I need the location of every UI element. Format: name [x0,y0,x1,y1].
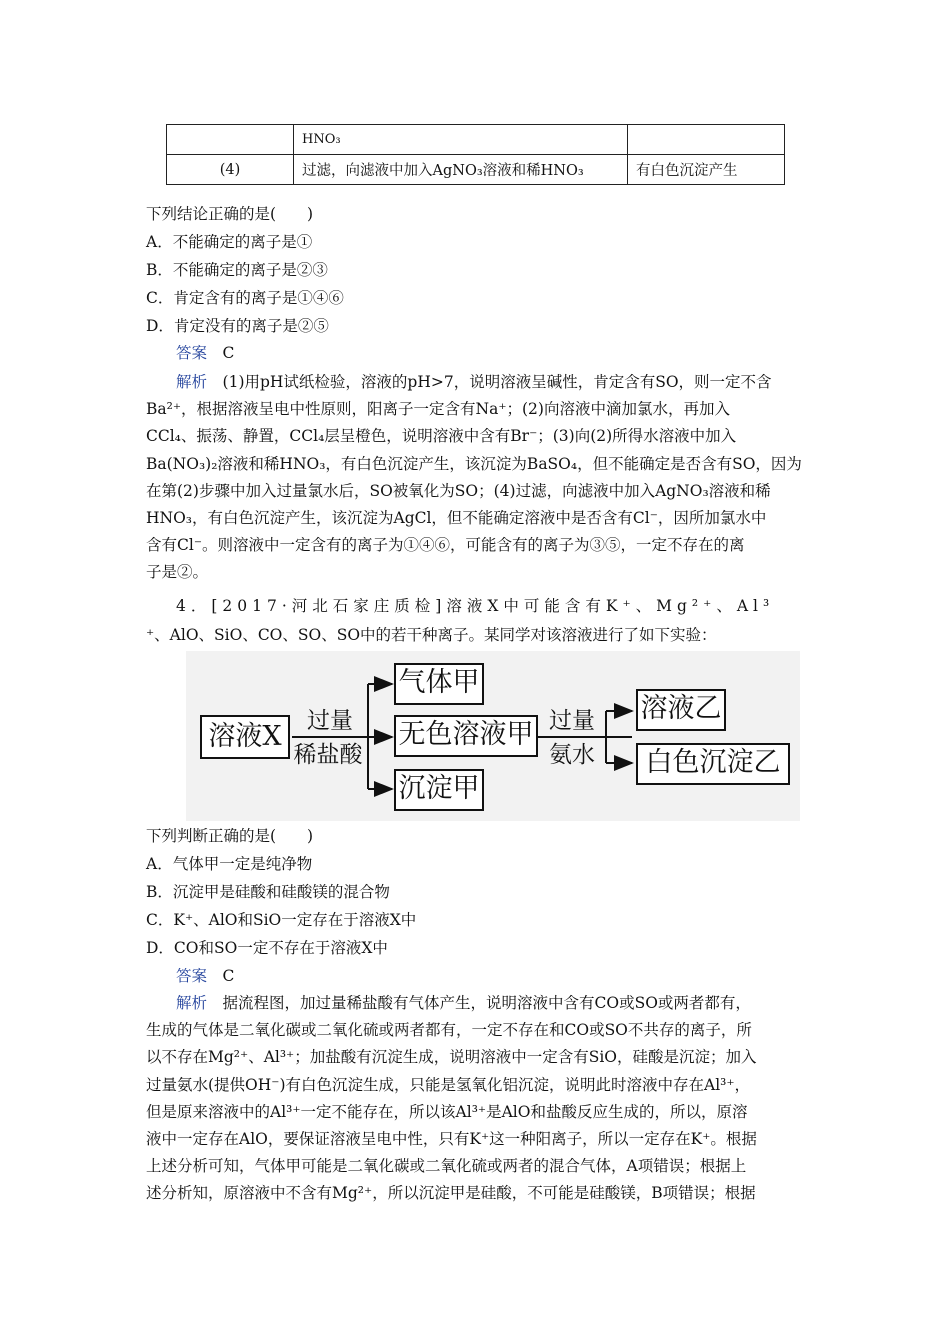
analysis-label: 解析 [176,373,208,391]
stem-line: ⁺、AlO、SiO、CO、SO、SO中的若干种离子。某同学对该溶液进行了如下实验： [146,626,717,644]
flow-diagram [186,651,800,821]
stem-line: 4．[2017·河北石家庄质检]溶液X中可能含有K⁺、Mg²⁺、Al³ [176,597,775,615]
analysis-line: 以不存在Mg²⁺、Al³⁺；加盐酸有沉淀生成，说明溶液中一定含有SiO，硅酸是沉淀；加入 [146,1048,757,1067]
answer-value: C [222,344,235,362]
analysis-line: 解析 据流程图，加过量稀盐酸有气体产生，说明溶液中含有CO或SO或两者都有， [176,994,751,1012]
table-cell-result: 有白色沉淀产生 [628,155,785,185]
table-cell-operation: 过滤，向滤液中加入AgNO₃溶液和稀HNO₃ [294,155,628,185]
analysis-line: 但是原来溶液中的Al³⁺一定不能存在，所以该Al³⁺是AlO和盐酸反应生成的，所以，原溶 [146,1102,748,1121]
flow-reagent2-top: 过量 [549,708,595,734]
analysis-label: 解析 [176,994,208,1012]
option-a: A．不能确定的离子是① [146,233,313,251]
flow-box-solution2: 溶液乙 [636,689,726,731]
table-row [167,125,785,155]
analysis-line: 含有Cl⁻。则溶液中一定含有的离子为①④⑥，可能含有的离子为③⑤，一定不存在的离 [146,536,745,555]
flow-box-solution: 无色溶液甲 [394,715,538,757]
analysis-line: 在第(2)步骤中加入过量氯水后，SO被氧化为SO；(4)过滤，向滤液中加入AgNO₃溶液和稀 [146,481,771,500]
flow-box-start: 溶液X [200,715,290,759]
analysis-paragraph [146,990,808,1208]
table-row [167,155,785,185]
analysis-line: 解析 (1)用pH试纸检验，溶液的pH>7，说明溶液呈碱性，肯定含有SO，则一定不含 [176,373,772,391]
flow-reagent-top: 过量 [307,708,353,734]
answer-label: 答案 [176,967,208,985]
flow-box-gas: 气体甲 [394,663,484,705]
analysis-paragraph [146,369,808,587]
analysis-line: 过量氨水(提供OH⁻)有白色沉淀生成，只能是氢氧化铝沉淀，说明此时溶液中存在Al³⁺， [146,1075,751,1094]
experiment-table [166,124,785,185]
answer-label: 答案 [176,344,208,362]
question-4-stem [146,592,808,650]
option-d: D．CO和SO一定不存在于溶液X中 [146,939,388,957]
table-cell-step [167,125,294,155]
analysis-line: HNO₃，有白色沉淀产生，该沉淀为AgCl，但不能确定溶液中是否含有Cl⁻，因所加氯水中 [146,509,767,528]
table-cell-step: (4) [167,155,294,185]
answer-line [176,340,234,367]
analysis-line: 子是②。 [146,563,209,582]
answer-value: C [222,967,235,985]
flow-box-precipitate: 沉淀甲 [394,769,484,811]
analysis-line: 上述分析可知，气体甲可能是二氧化碳或二氧化硫或两者的混合气体，A项错误；根据上 [146,1157,747,1176]
analysis-line: 液中一定存在AlO，要保证溶液呈电中性，只有K⁺这一种阳离子，所以一定存在K⁺。根据 [146,1130,757,1149]
question-stem: 下列结论正确的是( ) [146,205,314,223]
analysis-line: 生成的气体是二氧化碳或二氧化硫或两者都有，一定不存在和CO或SO不共存的离子，所 [146,1021,752,1040]
option-b: B．不能确定的离子是②③ [146,261,328,279]
table-cell-operation: HNO₃ [294,125,628,155]
flow-box-precipitate2: 白色沉淀乙 [636,743,790,785]
option-c: C．肯定含有的离子是①④⑥ [146,289,344,307]
question-4-judge-stem: 下列判断正确的是( ) [146,827,314,845]
option-a: A．气体甲一定是纯净物 [146,855,313,873]
analysis-line: CCl₄、振荡、静置，CCl₄层呈橙色，说明溶液中含有Br⁻；(3)向(2)所得水溶液中加入 [146,427,737,446]
option-b: B．沉淀甲是硅酸和硅酸镁的混合物 [146,883,390,901]
option-c: C．K⁺、AlO和SiO一定存在于溶液X中 [146,911,417,929]
analysis-line: 述分析知，原溶液中不含有Mg²⁺，所以沉淀甲是硅酸，不可能是硅酸镁，B项错误；根据 [146,1184,756,1203]
analysis-line: Ba²⁺，根据溶液呈电中性原则，阳离子一定含有Na⁺；(2)向溶液中滴加氯水，再加入 [146,400,730,419]
analysis-line: Ba(NO₃)₂溶液和稀HNO₃，有白色沉淀产生，该沉淀为BaSO₄，但不能确定是否含有SO，因为 [146,454,802,473]
answer-line [176,963,234,990]
flow-reagent-bottom: 稀盐酸 [293,742,363,768]
flow-reagent2-bottom: 氨水 [549,742,595,768]
table-cell-result [628,125,785,155]
option-d: D．肯定没有的离子是②⑤ [146,317,329,335]
